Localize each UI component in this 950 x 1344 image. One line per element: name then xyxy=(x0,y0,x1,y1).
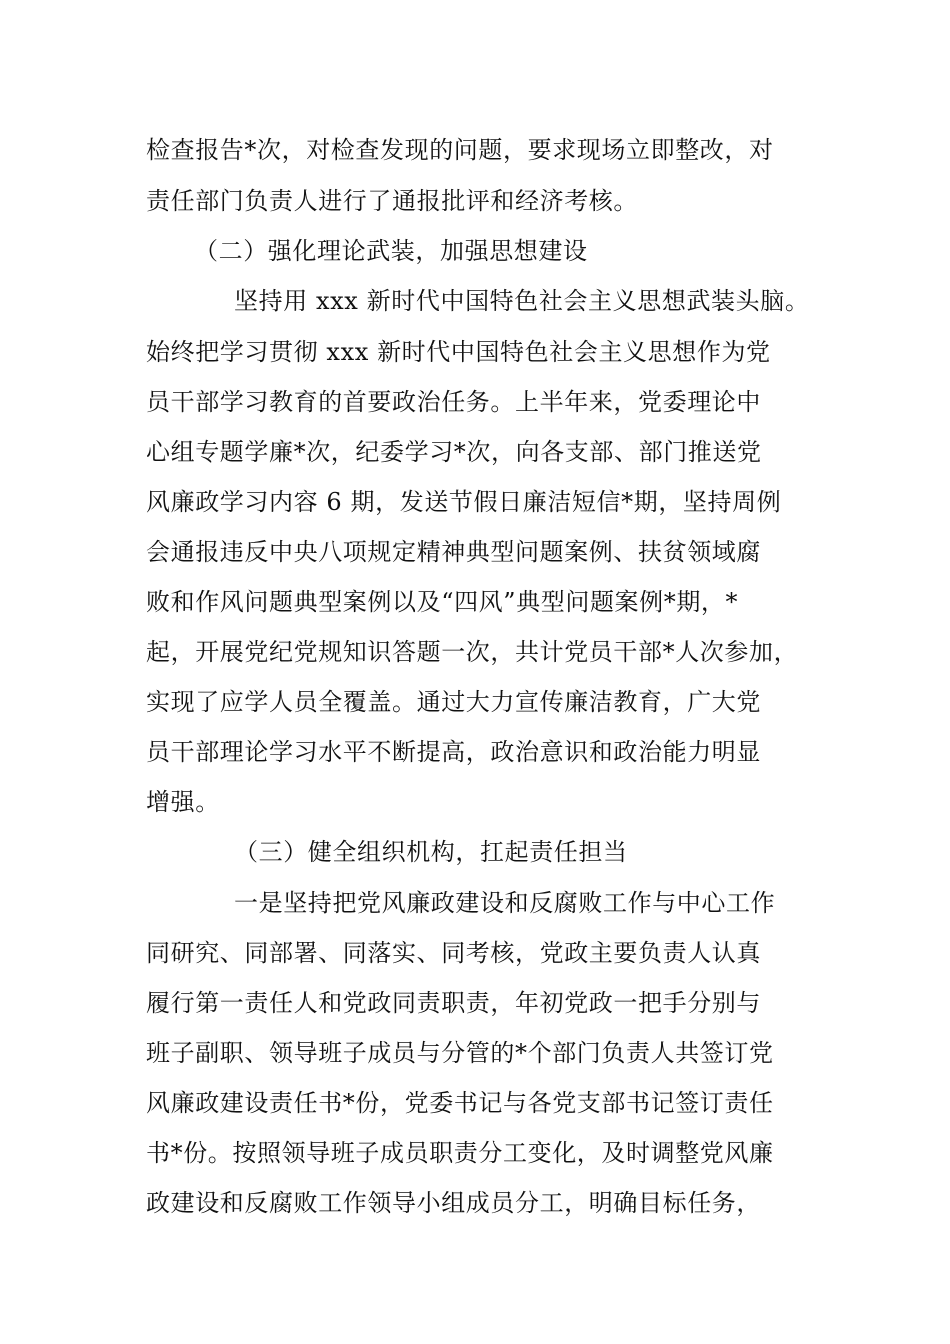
paragraph-line: 败和作风问题典型案例以及“四风”典型问题案例*期，* xyxy=(146,588,739,616)
paragraph-line: 班子副职、领导班子成员与分管的*个部门负责人共签订党 xyxy=(146,1039,774,1067)
paragraph-line: 同研究、同部署、同落实、同考核，党政主要负责人认真 xyxy=(146,939,761,967)
paragraph-line: 起，开展党纪党规知识答题一次，共计党员干部*人次参加， xyxy=(146,638,799,666)
section-heading: （二）强化理论武装，加强思想建设 xyxy=(194,237,588,265)
paragraph-line: 风廉政学习内容 6 期，发送节假日廉洁短信*期，坚持周例 xyxy=(146,488,782,516)
paragraph-line: 员干部学习教育的首要政治任务。上半年来，党委理论中 xyxy=(146,388,761,416)
paragraph-line: 政建设和反腐败工作领导小组成员分工，明确目标任务， xyxy=(146,1189,761,1217)
paragraph-line: 员干部理论学习水平不断提高，政治意识和政治能力明显 xyxy=(146,738,761,766)
paragraph-line: 检查报告*次，对检查发现的问题，要求现场立即整改，对 xyxy=(146,136,774,164)
paragraph-line: 一是坚持把党风廉政建设和反腐败工作与中心工作 xyxy=(234,889,776,917)
paragraph-line: 实现了应学人员全覆盖。通过大力宣传廉洁教育，广大党 xyxy=(146,688,761,716)
section-heading: （三）健全组织机构，扛起责任担当 xyxy=(234,838,628,866)
paragraph-line: 始终把学习贯彻 xxx 新时代中国特色社会主义思想作为党 xyxy=(146,338,771,366)
paragraph-line: 责任部门负责人进行了通报批评和经济考核。 xyxy=(146,187,638,215)
paragraph-line: 会通报违反中央八项规定精神典型问题案例、扶贫领域腐 xyxy=(146,538,761,566)
paragraph-line: 增强。 xyxy=(146,788,220,816)
paragraph-line: 履行第一责任人和党政同责职责，年初党政一把手分别与 xyxy=(146,989,761,1017)
paragraph-line: 心组专题学廉*次，纪委学习*次，向各支部、部门推送党 xyxy=(146,438,762,466)
paragraph-line: 风廉政建设责任书*份，党委书记与各党支部书记签订责任 xyxy=(146,1089,774,1117)
paragraph-line: 书*份。按照领导班子成员职责分工变化，及时调整党风廉 xyxy=(146,1139,774,1167)
paragraph-line: 坚持用 xxx 新时代中国特色社会主义思想武装头脑。 xyxy=(234,287,810,315)
